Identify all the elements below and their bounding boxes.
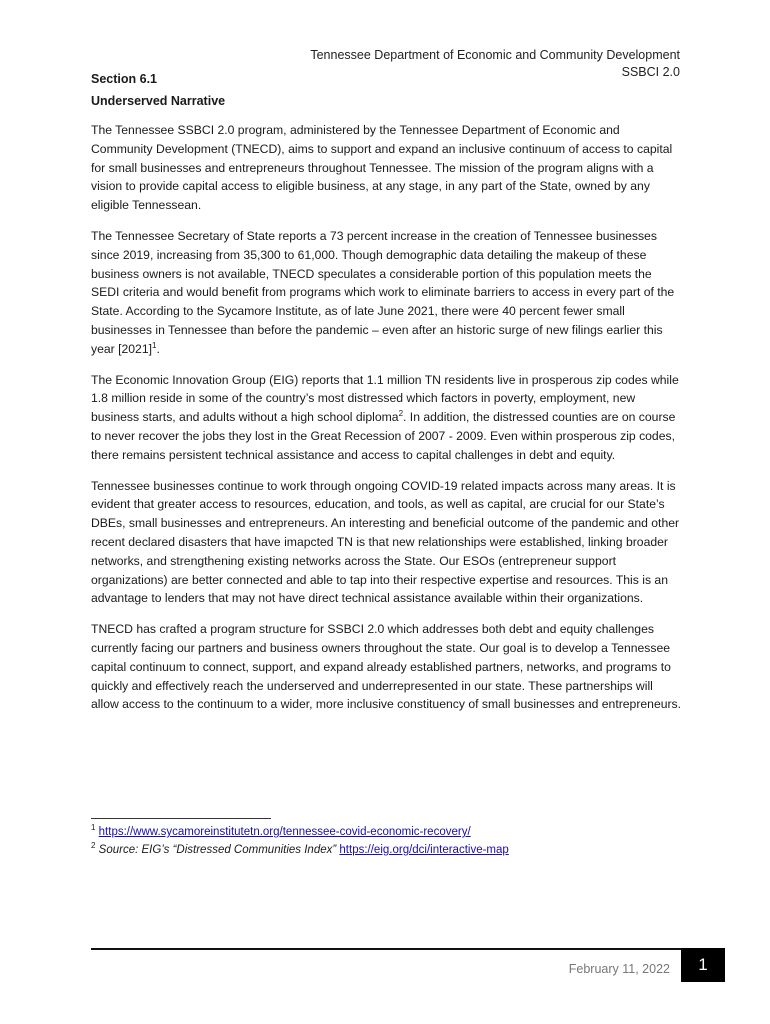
paragraph-2-tail: . [156,341,160,356]
paragraph-5 [91,620,683,714]
paragraph-2 [91,227,683,359]
narrative-body [91,121,683,726]
paragraph-2-text: The Tennessee Secretary of State reports a 73 percent increase in the creation of Tennessee businesses since 2019, increasing from 35,300 to 61,000. Though demographic data detailing the makeup of these business owners is not available, TNECD speculates a considerable portion of this population meets the SEDI criteria and would benefit from programs which work to eliminate barriers to access in every part of the State. According to the Sycamore Institute, as of late June 2021, there were 40 percent fewer small businesses in Tennessee than before the pandemic – even after an historic surge of new filings earlier this year [2021] [91,228,675,356]
paragraph-3-text: The Economic Innovation Group (EIG) reports that 1.1 million TN residents live in prosperous zip codes while 1.8 million reside in some of the country’s most distressed which factors in poverty, employment, new business starts, and adults without a high school diploma [91,372,679,425]
paragraph-5-text: TNECD has crafted a program structure for SSBCI 2.0 which addresses both debt and equity challenges currently facing our partners and business owners throughout the state. Our goal is to develop a Tennessee capital continuum to connect, support, and expand already established partners, networks, and programs to quickly and effectively reach the underserved and underrepresented in our state. These partnerships will allow access to the continuum to a wider, more inclusive constituency of small businesses and entrepreneurs. [91,622,682,712]
footnote-2 [91,842,509,858]
header-organization: Tennessee Department of Economic and Community Development [310,48,680,62]
footnote-1 [91,824,471,840]
footer-rule [91,948,681,950]
paragraph-1 [91,121,683,215]
footnote-2-mark: 2 [91,841,96,851]
paragraph-3-tail: . In addition, the distressed counties are on course to never recover the jobs they lost in the Great Recession of 2007 - 2009. Even within prosperous zip codes, there remains persistent technical assistance and access to capital challenges in debt and equity. [91,410,676,462]
paragraph-1-text: The Tennessee SSBCI 2.0 program, administered by the Tennessee Department of Economic and Community Development (TNECD), aims to support and expand an inclusive continuum of access to capital for small businesses and entrepreneurs throughout Tennessee. The mission of the program aligns with a vision to provide capital access to eligible business, at any stage, in any part of the State, owned by any eligible Tennessean. [91,123,673,213]
footer-date: February 11, 2022 [568,962,670,976]
page-number: 1 [698,955,708,974]
paragraph-3 [91,371,683,465]
page-number-box [681,948,725,982]
paragraph-4-text: Tennessee businesses continue to work through ongoing COVID-19 related impacts across many areas. It is evident that greater access to resources, education, and tools, as well as capital, are crucial for our State’s DBEs, small businesses and entrepreneurs. An interesting and beneficial outcome of the pandemic and other recent declared disasters that have imapcted TN is that new relationships were established, linking broader networks, and strengthening existing networks across the State. Our ESOs (entrepreneur support organizations) are better connected and able to tap into their respective expertise and resources. This is an advantage to lenders that may not have direct technical assistance available within their organizations. [91,478,680,606]
paragraph-4 [91,477,683,609]
footnote-ref-2[interactable]: 2 [398,409,404,419]
section-number: Section 6.1 [91,72,157,86]
footnote-ref-1[interactable]: 1 [151,340,157,350]
footnote-1-mark: 1 [91,823,96,833]
footnote-separator [91,818,271,819]
footnote-2-source: Source: EIG’s “Distressed Communities Index” [98,844,337,856]
footnote-2-link[interactable]: https://eig.org/dci/interactive-map [339,844,509,856]
footnote-1-link[interactable]: https://www.sycamoreinstitutetn.org/tennessee-covid-economic-recovery/ [98,826,471,838]
header-program: SSBCI 2.0 [621,65,680,79]
section-title: Underserved Narrative [91,94,226,108]
